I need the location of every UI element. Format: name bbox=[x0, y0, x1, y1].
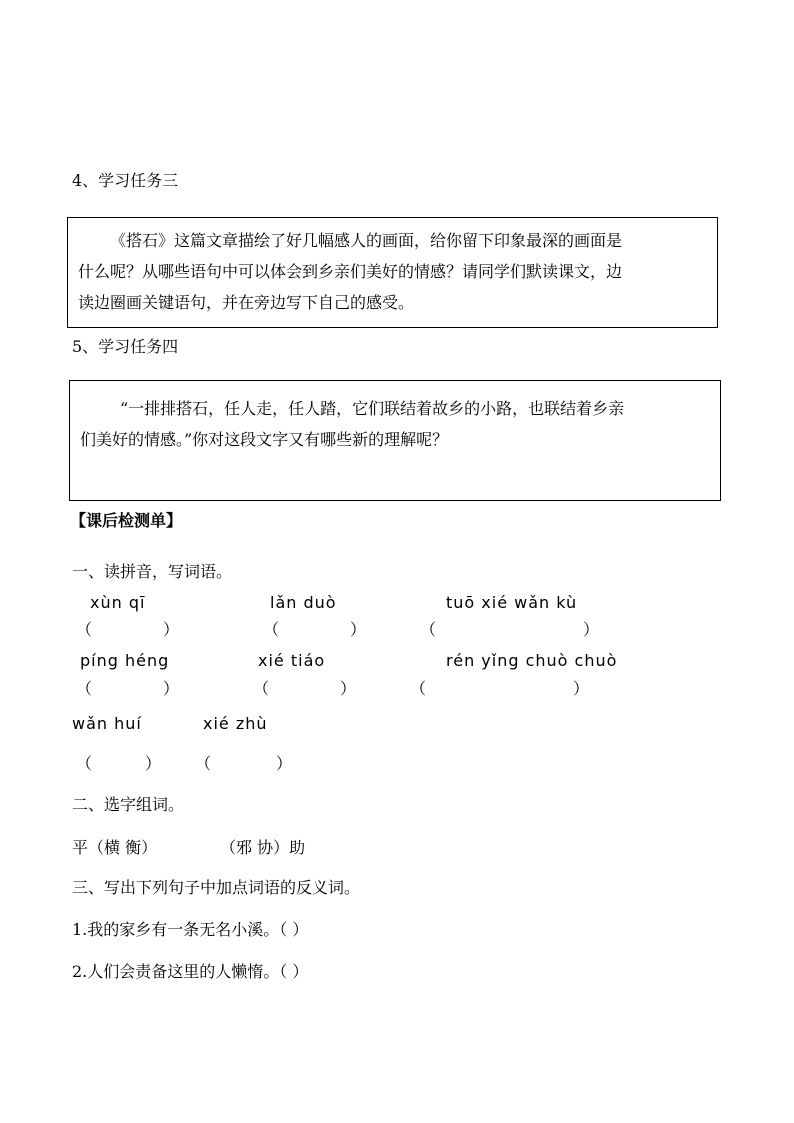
paren-close-1: ） bbox=[163, 620, 180, 639]
task3-line-2: 什么呢？从哪些语句中可以体会到乡亲们美好的情感？请同学们默读课文，边 bbox=[78, 262, 623, 281]
paren-open-6: （ bbox=[410, 679, 427, 698]
task4-box bbox=[69, 380, 721, 501]
q1-heading: 一、读拼音，写词语。 bbox=[72, 562, 233, 581]
pinyin-2: lǎn duò bbox=[270, 593, 337, 612]
paren-close-6: ） bbox=[573, 679, 590, 698]
paren-open-7: （ bbox=[76, 754, 93, 773]
pinyin-6: rén yǐng chuò chuò bbox=[446, 651, 618, 670]
pinyin-3: tuō xié wǎn kù bbox=[446, 593, 578, 612]
paren-open-2: （ bbox=[263, 620, 280, 639]
paren-close-7: ） bbox=[145, 754, 162, 773]
pinyin-4: píng héng bbox=[80, 651, 170, 670]
paren-close-3: ） bbox=[583, 620, 600, 639]
paren-close-4: ） bbox=[163, 679, 180, 698]
q2-item-2: （邪 协）助 bbox=[220, 838, 306, 857]
task3-line-3: 读边圈画关键语句，并在旁边写下自己的感受。 bbox=[78, 293, 415, 312]
q3-sentence-2: 2.人们会责备这里的人懒惰。（ ） bbox=[72, 962, 309, 981]
q3-sentence-1: 1.我的家乡有一条无名小溪。（ ） bbox=[72, 920, 309, 939]
paren-open-5: （ bbox=[253, 679, 270, 698]
paren-open-1: （ bbox=[76, 620, 93, 639]
pinyin-5: xié tiáo bbox=[258, 651, 326, 670]
task4-heading: 5、学习任务四 bbox=[72, 337, 179, 356]
task3-line-1: 《搭石》这篇文章描绘了好几幅感人的画面，给你留下印象最深的画面是 bbox=[110, 231, 623, 250]
paren-close-2: ） bbox=[350, 620, 367, 639]
task4-line-2: 们美好的情感。”你对这段文字又有哪些新的理解呢？ bbox=[80, 430, 449, 449]
task3-box bbox=[67, 217, 718, 328]
paren-open-4: （ bbox=[76, 679, 93, 698]
pinyin-7: wǎn huí bbox=[72, 714, 142, 733]
paren-close-8: ） bbox=[276, 754, 293, 773]
check-title: 【课后检测单】 bbox=[70, 511, 183, 530]
q2-heading: 二、选字组词。 bbox=[72, 795, 185, 814]
task4-line-1: “一排排搭石，任人走，任人踏，它们联结着故乡的小路，也联结着乡亲 bbox=[120, 399, 625, 418]
q2-item-1: 平（横 衡） bbox=[72, 838, 158, 857]
task3-heading: 4、学习任务三 bbox=[72, 171, 179, 190]
pinyin-1: xùn qī bbox=[90, 593, 146, 612]
paren-close-5: ） bbox=[340, 679, 357, 698]
q3-heading: 三、写出下列句子中加点词语的反义词。 bbox=[72, 878, 361, 897]
paren-open-8: （ bbox=[195, 754, 212, 773]
pinyin-8: xié zhù bbox=[203, 714, 268, 733]
paren-open-3: （ bbox=[420, 620, 437, 639]
